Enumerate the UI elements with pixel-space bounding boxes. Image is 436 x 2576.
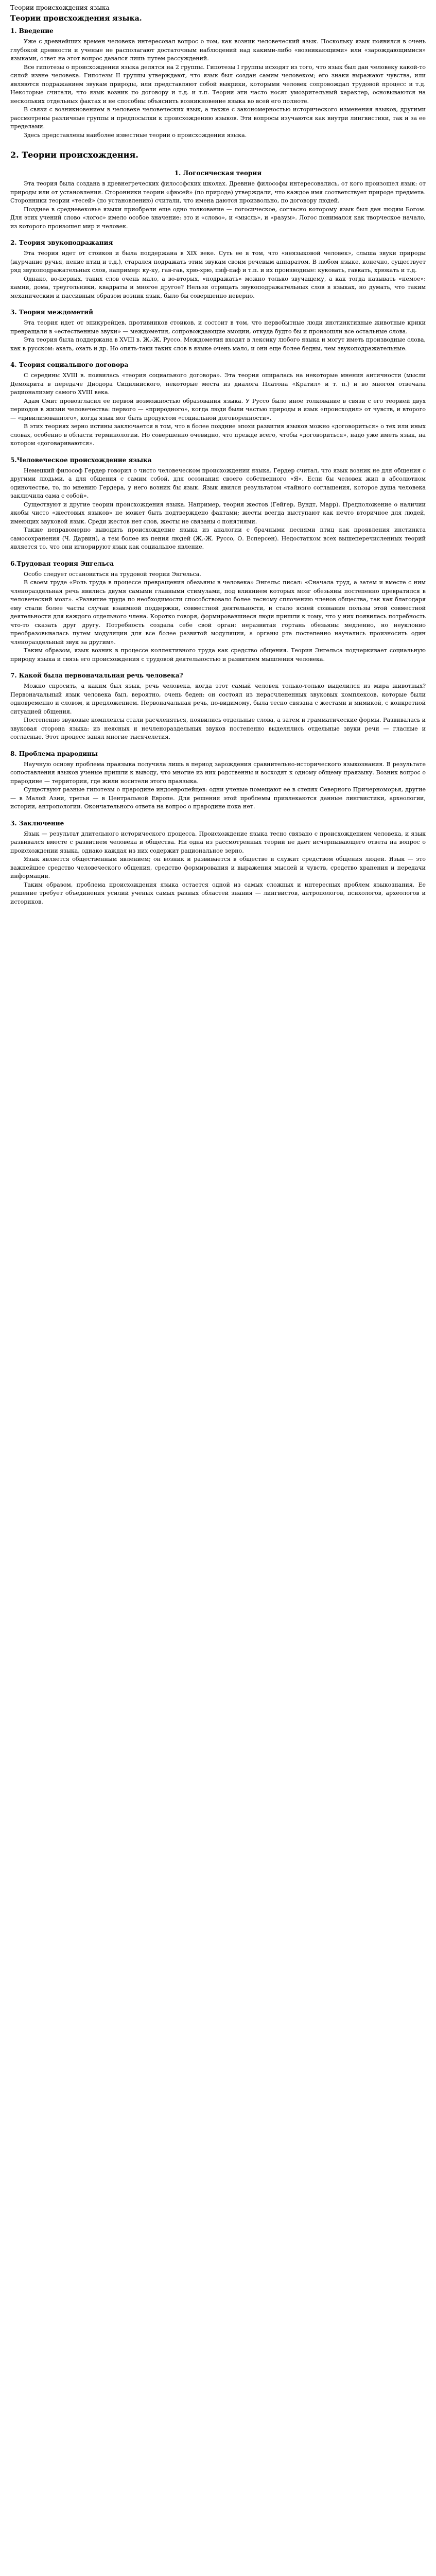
human-origin-paragraph: Также неправомерно выводить происхождение языка из аналогии с брачными песнями птиц как проявления инстинкта самосохранения (Ч. Дарвин), а тем более из пения людей (Ж.-Ж. Руссо, О. Есперсен). Недостатком всех вышеперечисленных теорий является то, что они игнорируют язык как социальное явление. <box>10 527 426 550</box>
proto-homeland-heading: 8. Проблема прародины <box>10 750 98 757</box>
intro-paragraph: Все гипотезы о происхождении языка делятся на 2 группы. Гипотезы I группы исходят из того, что язык был дан человеку какой-то силой извне человека. Гипотезы II группы утверждают, что язык был создан самим человеком; его знаки выражают чувства, или являются подражанием звукам природы, или представляют собой выкрики, которыми человек сопровождал трудовой процесс и т.д. Некоторые считали, что язык возник по договору и т.д. и т.п. Теории эти часто носят умозрительный характер, основываются на нескольких отдельных фактах и не способны объяснить возникновение языка во всей его полноте. <box>10 63 426 105</box>
labor-theory-heading: 6.Трудовая теория Энгельса <box>10 560 114 567</box>
part2-heading: 2. Теории происхождения. <box>10 150 138 160</box>
social-contract-paragraph: Адам Смит провозгласил ее первой возможностью образования языка. У Руссо было иное толкование в связи с его теорией двух периодов в жизни человечества: первого — «природного», когда люди были частью природы и язык «происходил» от чувств, и второго — «цивилизованного», когда язык мог быть продуктом «социальной договоренности». <box>10 397 426 421</box>
interjection-paragraph: Эта теория идет от эпикурейцев, противников стоиков, и состоит в том, что первобытные люди инстинктивные животные крики превращали в «естественные звуки» — междометия, сопровождающие эмоции, откуда будто бы и произошли все остальные слова. <box>10 319 426 335</box>
intro-paragraph: Здесь представлены наиболее известные теории о происхождении языка. <box>24 131 247 139</box>
conclusion-paragraph: Таким образом, проблема происхождения языка остается одной из самых сложных и интересных проблем языкознания. Ее решение требует объединения усилий ученых самых разных областей знания — лингвистов, антропологов, психологов, археологов и историков. <box>10 881 426 905</box>
human-origin-paragraph: Немецкий философ Гердер говорил о чисто человеческом происхождении языка. Гердер считал, что язык возник не для общения с другими людьми, а для общения с самим собой, для осознания своего собственного «Я». Если бы человек жил в абсолютном одиночестве, то, по мнению Гердера, у него возник бы язык. Язык явился результатом «тайного соглашения, которое душа человека заключила сама с собой». <box>10 467 426 499</box>
social-contract-paragraph: С середины XVIII в. появилась «теория социального договора». Эта теория опиралась на некоторые мнения античности (мысли Демокрита в передаче Диодора Сицилийского, некоторые места из диалога Платона «Кратил» и т. п.) и во многом отвечала рационализму самого XVIII века. <box>10 372 426 396</box>
onomatopoeia-paragraph: Эта теория идет от стоиков и была поддержана в XIX веке. Суть ее в том, что «неязыковой человек», слыша звуки природы (журчание ручья, пение птиц и т.д.), старался подражать этим звукам своим речевым аппаратом. В любом языке, конечно, существует ряд звукоподражательных слов, например: ку-ку, гав-гав, хрю-хрю, пиф-паф и т.п. и их производные: куковать, гавкать, хрюкать и т.д. <box>10 250 426 274</box>
primary-speech-paragraph: Постепенно звуковые комплексы стали расчленяться, появились отдельные слова, а затем и грамматические формы. Развивалась и звуковая сторона языка: из неясных и нечленораздельных звуков постепенно выделялись отдельные звуки речи — гласные и согласные. Этот процесс занял многие тысячелетия. <box>10 717 426 740</box>
onomatopoeia-heading: 2. Теория звукоподражания <box>10 239 113 246</box>
proto-homeland-paragraph: Научную основу проблема праязыка получила лишь в период зарождения сравнительно-исторического языкознания. В результате сопоставления языков ученые пришли к выводу, что многие из них родственны и восходят к одному общему праязыку. Возник вопрос о прародине — территории, где жили носители этого праязыка. <box>10 760 426 785</box>
labor-theory-paragraph: Особо следует остановиться на трудовой теории Энгельса. <box>24 570 201 578</box>
document-title: Теории происхождения языка <box>10 4 110 11</box>
conclusion-heading: 3. Заключение <box>10 819 64 827</box>
intro-paragraph: В связи с возникновением в человеке человеческих язык, а также с закономерностью исторического изменения языков, другими рассмотрены различные группы и предпосылки к происхождению языков. Эти вопросы изучаются как внутри лингвистики, так и за ее пределами. <box>10 106 426 130</box>
primary-speech-heading: 7. Какой была первоначальная речь человека? <box>10 672 183 679</box>
labor-theory-paragraph: Таким образом, язык возник в процессе коллективного труда как средство общения. Теория Энгельса подчеркивает социальную природу языка и связь его происхождения с трудовой деятельностью и развитием мышления человека. <box>10 647 426 663</box>
proto-homeland-paragraph: Существуют разные гипотезы о прародине индоевропейцев: одни ученые помещают ее в степях Северного Причерноморья, другие — в Малой Азии, третьи — в Центральной Европе. Для решения этой проблемы привлекаются данные лингвистики, археологии, истории, антропологии. Окончательного ответа на вопрос о прародине пока нет. <box>10 786 426 810</box>
logos-paragraph: Позднее в средневековье языки приобрели еще одно толкование — логосическое, согласно которому язык был дан людям Богом. Для этих учений слово «логос» имело особое значение: это и «слово», и «мысль», и «разум». Логос понимался как творческое начало, из которого произошел мир и человек. <box>10 206 426 230</box>
primary-speech-paragraph: Можно спросить, а каким был язык, речь человека, когда этот самый человек только-только выделился из мира животных? Первоначальный язык человека был, вероятно, очень беден: он состоял из нерасчлененных звуковых комплексов, которые были одновременно и словом, и предложением. Первоначальная речь, по-видимому, была тесно связана с жестами и мимикой, с конкретной ситуацией общения. <box>10 683 426 715</box>
logos-paragraph: Эта теория была создана в древнегреческих философских школах. Древние философы интересовались, от кого произошел язык: от природы или от установления. Сторонники теории «фюсей» (по природе) утверждали, что каждое имя соответствует природе предмета. Сторонники теории «тесей» (по установлению) считали, что имена даются произвольно, по договору людей. <box>10 180 426 204</box>
onomatopoeia-paragraph: Однако, во-первых, таких слов очень мало, а во-вторых, «подражать» можно только звучащему, а как тогда называть «немое»: камни, дома, треугольники, квадраты и многое другое? Нельзя отрицать звукоподражательных слов в языках, но думать, что таким механическим и пассивным образом возник язык, было бы совершенно неверно. <box>10 275 426 299</box>
logos-heading: 1. Логосическая теория <box>174 170 262 177</box>
conclusion-paragraph: Язык является общественным явлением; он возник и развивается в обществе и служит средством общения людей. Язык — это важнейшее средство человеческого общения, средство формирования и выражения мыслей и чувств, средство хранения и передачи информации. <box>10 856 426 879</box>
interjection-heading: 3. Теория междометий <box>10 309 94 316</box>
social-contract-paragraph: В этих теориях зерно истины заключается в том, что в более поздние эпохи развития языков можно «договориться» о тех или иных словах, особенно в области терминологии. Но совершенно очевидно, что прежде всего, чтобы «договориться», надо уже иметь язык, на котором «договариваются». <box>10 423 426 447</box>
labor-theory-paragraph: В своем труде «Роль труда в процессе превращения обезьяны в человека» Энгельс писал: «Сначала труд, а затем и вместе с ним членораздельная речь явились двумя самыми главными стимулами, под влиянием которых мозг обезьяны постепенно превратился в человеческий мозг». «Развитие труда по необходимости способствовало более тесному сплочению членов общества, так как благодаря ему стали более часты случаи взаимной поддержки, совместной деятельности, и стало ясней сознание пользы этой совместной деятельности для каждого отдельного члена. Коротко говоря, формировавшиеся люди пришли к тому, что у них появилась потребность что-то сказать друг другу. Потребность создала себе свой орган: неразвитая гортань обезьяны медленно, но неуклонно преобразовывалась путем модуляции для все более развитой модуляции, а органы рта постепенно научались произносить один членораздельный звук за другим». <box>10 579 426 646</box>
conclusion-paragraph: Язык — результат длительного исторического процесса. Происхождение языка тесно связано с происхождением человека, и язык развивался вместе с развитием человека и общества. Ни одна из рассмотренных теорий не дает исчерпывающего ответа на вопрос о происхождении языка, однако каждая из них содержит рациональное зерно. <box>10 830 426 854</box>
social-contract-heading: 4. Теория социального договора <box>10 361 129 368</box>
intro-heading: Теории происхождения языка. <box>10 14 142 23</box>
document-page <box>0 0 436 922</box>
interjection-paragraph: Эта теория была поддержана в XVIII в. Ж.-Ж. Руссо. Междометия входят в лексику любого языка и могут иметь производные слова, как в русском: ахать, охать и др. Но опять-таки таких слов в языке очень мало, и они еще более бедны, чем звукоподражательные. <box>10 336 426 352</box>
intro-subheading: 1. Введение <box>10 27 54 35</box>
human-origin-paragraph: Существуют и другие теории происхождения языка. Например, теория жестов (Гейгер, Вундт, Марр). Предположение о наличии якобы чисто «жестовых языков» не может быть подтверждено фактами; жесты всегда выступают как нечто вторичное для людей, имеющих звуковой язык. Среди жестов нет слов, жесты не связаны с понятиями. <box>10 501 426 525</box>
human-origin-heading: 5.Человеческое происхождение языка <box>10 456 152 464</box>
intro-paragraph: Уже с древнейших времен человека интересовал вопрос о том, как возник человеческий язык. Поскольку язык появился в очень глубокой древности и ученые не располагают достаточным наблюдений над какими-либо «возникающими» или «зарождающимися» языками, ответ на этот вопрос давался лишь путем рассуждений. <box>10 38 426 62</box>
